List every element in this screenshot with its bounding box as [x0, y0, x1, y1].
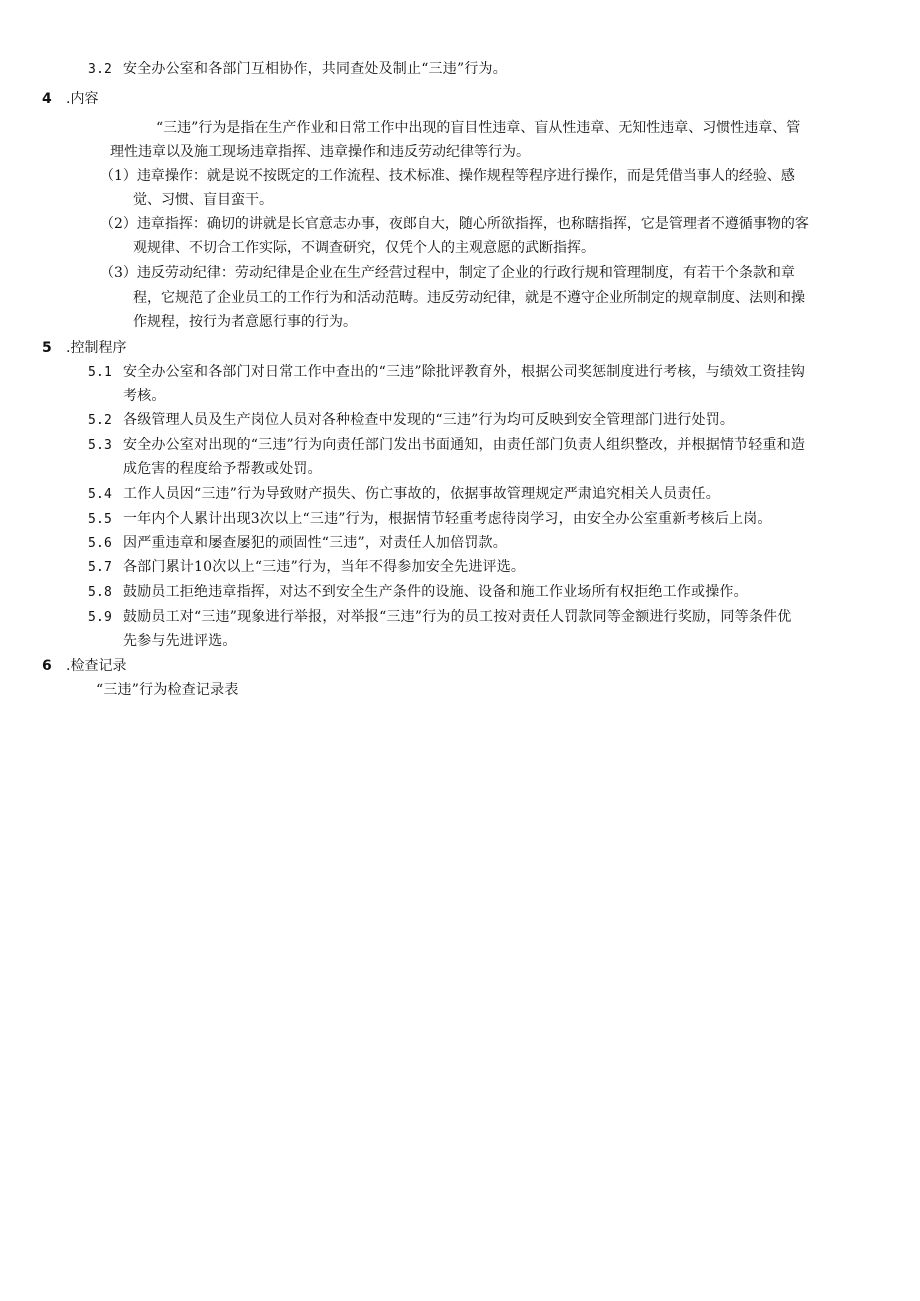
clause-text: 安全办公室和各部门互相协作，共同查处及制止“三违”行为。 [123, 61, 507, 77]
clause-5-2 [88, 408, 734, 433]
section-5-heading [42, 336, 126, 360]
clause-number: 3.2 [88, 62, 113, 77]
content-item-2-line-1: （2）违章指挥：确切的讲就是长官意志办事，夜郎自大，随心所欲指挥，也称瞎指挥，它是管理者不遵循事物的客 [100, 216, 809, 232]
clause-number: 5.5 [88, 512, 113, 527]
content-item-1-line-1: （1）违章操作：就是说不按既定的工作流程、技术标准、操作规程等程序进行操作，而是凭借当事人的经验、感 [100, 168, 795, 184]
clause-3-2 [88, 57, 507, 82]
clause-text: 一年内个人累计出现3次以上“三违”行为，根据情节轻重考虑待岗学习，由安全办公室重新考核后上岗。 [123, 511, 772, 527]
clause-5-3 [88, 433, 805, 458]
clause-text: 因严重违章和屡查屡犯的顽固性“三违”，对责任人加倍罚款。 [123, 535, 507, 551]
clause-text: 鼓励员工拒绝违章指挥，对达不到安全生产条件的设施、设备和施工作业场所有权拒绝工作或操作。 [123, 584, 748, 600]
section-4-intro-line-1: “三违”行为是指在生产作业和日常工作中出现的盲目性违章、盲从性违章、无知性违章、习惯性违章、管 [156, 120, 801, 136]
clause-text: 各级管理人员及生产岗位人员对各种检查中发现的“三违”行为均可反映到安全管理部门进行处罚。 [123, 412, 735, 428]
clause-text: 安全办公室和各部门对日常工作中查出的“三违”除批评教育外，根据公司奖惩制度进行考核，与绩效工资挂钩 [123, 364, 806, 380]
clause-text: 各部门累计10次以上“三违”行为，当年不得参加安全先进评选。 [123, 559, 526, 575]
clause-text: 鼓励员工对“三违”现象进行举报，对举报“三违”行为的员工按对责任人罚款同等金额进行奖励，同等条件优 [123, 609, 792, 625]
clause-5-8 [88, 580, 748, 605]
content-item-3-line-1: （3）违反劳动纪律：劳动纪律是企业在生产经营过程中，制定了企业的行政行规和管理制度，有若干个条款和章 [100, 265, 795, 281]
clause-number: 5.8 [88, 585, 113, 600]
clause-5-9-continuation: 先参与先进评选。 [123, 633, 237, 649]
section-title: .检查记录 [66, 658, 127, 674]
clause-5-1 [88, 360, 805, 385]
section-4-heading [42, 87, 98, 111]
clause-5-3-continuation: 成危害的程度给予帮教或处罚。 [123, 461, 322, 477]
section-number: 4 [42, 91, 52, 107]
section-title: .控制程序 [66, 340, 127, 356]
clause-number: 5.9 [88, 610, 113, 625]
clause-number: 5.2 [88, 413, 113, 428]
clause-text: 工作人员因“三违”行为导致财产损失、伤亡事故的，依据事故管理规定严肃追究相关人员责任。 [123, 486, 720, 502]
section-6-heading [42, 654, 126, 678]
section-title: .内容 [66, 91, 99, 107]
content-item-3-line-3: 作规程，按行为者意愿行事的行为。 [133, 314, 357, 330]
clause-5-4 [88, 482, 720, 507]
section-number: 5 [42, 340, 52, 356]
clause-5-9 [88, 605, 791, 630]
clause-5-6 [88, 531, 507, 556]
content-item-3-line-2: 程，它规范了企业员工的工作行为和活动范畴。违反劳动纪律，就是不遵守企业所制定的规章制度、法则和操 [133, 290, 805, 306]
clause-5-5 [88, 507, 772, 532]
section-number: 6 [42, 658, 52, 674]
content-item-1-line-2: 觉、习惯、盲目蛮干。 [133, 192, 273, 208]
clause-number: 5.4 [88, 487, 113, 502]
clause-text: 安全办公室对出现的“三违”行为向责任部门发出书面通知，由责任部门负责人组织整改，并根据情节轻重和造 [123, 437, 806, 453]
clause-5-1-continuation: 考核。 [123, 388, 166, 404]
clause-5-7 [88, 555, 525, 580]
clause-number: 5.6 [88, 536, 113, 551]
clause-number: 5.7 [88, 560, 113, 575]
clause-number: 5.1 [88, 365, 113, 380]
clause-number: 5.3 [88, 438, 113, 453]
content-item-2-line-2: 观规律、不切合工作实际，不调查研究，仅凭个人的主观意愿的武断指挥。 [133, 240, 595, 256]
section-4-intro-line-2: 理性违章以及施工现场违章指挥、违章操作和违反劳动纪律等行为。 [110, 144, 530, 160]
table-caption: “三违”行为检查记录表 [96, 682, 239, 698]
